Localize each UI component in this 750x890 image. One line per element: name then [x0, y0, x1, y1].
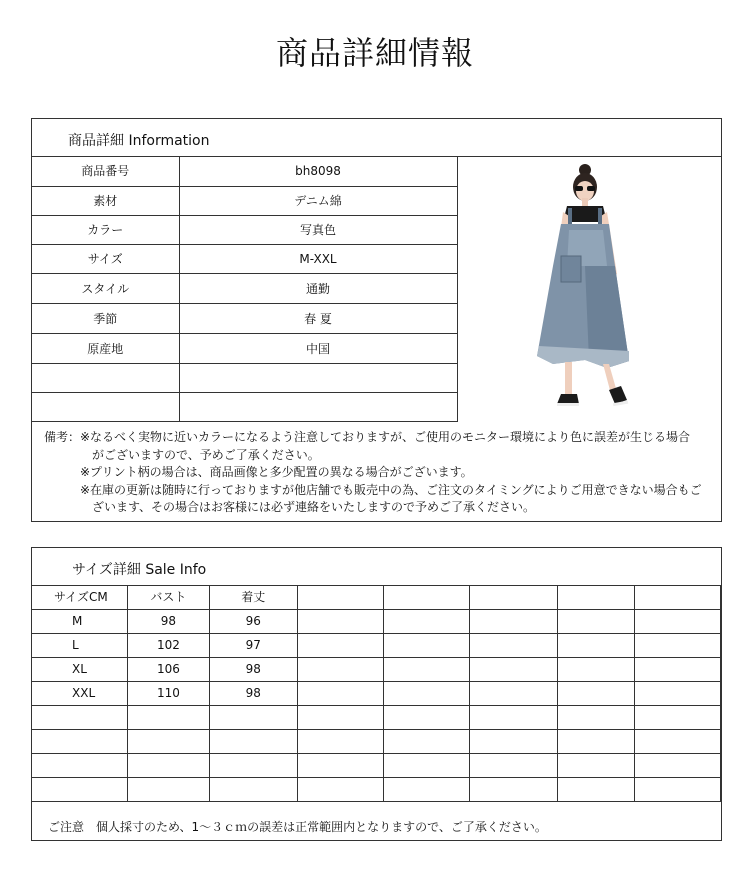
size-detail-header-label: サイズ詳細 Sale Info [72, 562, 207, 578]
spec-value: 写真色 [179, 215, 457, 244]
spec-value: 通勤 [179, 273, 457, 303]
spec-row [32, 273, 457, 303]
size-cell: 98 [209, 681, 297, 705]
size-detail-box [31, 547, 722, 841]
spec-value: 春 夏 [179, 303, 457, 333]
remark-line: 備考：※なるべく実物に近いカラーになるよう注意しておりますが、ご使用のモニター環境により色に誤差が生じる場合 [44, 430, 691, 444]
product-spec-table [32, 156, 458, 422]
product-detail-header-label: 商品詳細 Information [68, 133, 210, 149]
size-row [32, 633, 721, 657]
remark-line: ざいます、その場合はお客様には必ず連絡をいたしますので予めご了承ください。 [92, 500, 536, 514]
column-header: 着丈 [209, 585, 297, 609]
column-header: バスト [127, 585, 209, 609]
spec-label [32, 363, 179, 392]
size-row [32, 657, 721, 681]
size-cell: M [32, 609, 127, 633]
spec-value [179, 363, 457, 392]
model-in-denim-dress-illustration [457, 156, 722, 422]
product-photo [457, 156, 722, 422]
column-header: サイズCM [32, 585, 127, 609]
size-row-empty [32, 705, 721, 729]
page-title: 商品詳細情報 [275, 34, 474, 72]
size-cell: 98 [127, 609, 209, 633]
product-detail-header [32, 119, 721, 157]
spec-value: デニム綿 [179, 186, 457, 215]
spec-value: bh8098 [179, 156, 457, 186]
size-cell: 97 [209, 633, 297, 657]
spec-label: スタイル [32, 273, 179, 303]
size-cell: 102 [127, 633, 209, 657]
spec-label: 原産地 [32, 333, 179, 363]
spec-row [32, 333, 457, 363]
spec-label: カラー [32, 215, 179, 244]
size-cell: XXL [32, 681, 127, 705]
size-row-empty [32, 753, 721, 777]
spec-label: 商品番号 [32, 156, 179, 186]
spec-row [32, 303, 457, 333]
size-cell: 98 [209, 657, 297, 681]
spec-row [32, 215, 457, 244]
size-table [32, 585, 721, 802]
spec-label: サイズ [32, 244, 179, 273]
spec-value: M-XXL [179, 244, 457, 273]
spec-label [32, 392, 179, 421]
spec-label: 素材 [32, 186, 179, 215]
size-detail-header [32, 548, 721, 586]
size-footnote: ご注意 個人採寸のため、1～３ｃｍの誤差は正常範囲内となりますので、ご了承ください。 [48, 820, 547, 834]
remark-line: がございますので、予めご了承ください。 [92, 447, 320, 462]
spec-row [32, 156, 457, 186]
remark-line: ※プリント柄の場合は、商品画像と多少配置の異なる場合がございます。 [80, 465, 473, 479]
size-cell: 106 [127, 657, 209, 681]
remark-line: ※在庫の更新は随時に行っておりますが他店舗でも販売中の為、ご注文のタイミングによりご用意できない場合もご [80, 482, 702, 497]
spec-row [32, 186, 457, 215]
spec-label: 季節 [32, 303, 179, 333]
size-cell: 96 [209, 609, 297, 633]
spec-row [32, 244, 457, 273]
size-cell: 110 [127, 681, 209, 705]
spec-row-empty [32, 392, 457, 421]
spec-value [179, 392, 457, 421]
spec-value: 中国 [179, 333, 457, 363]
spec-row-empty [32, 363, 457, 392]
size-row-empty [32, 777, 721, 801]
size-cell: L [32, 633, 127, 657]
size-table-header-row [32, 585, 721, 609]
size-cell: XL [32, 657, 127, 681]
size-row [32, 609, 721, 633]
product-detail-box [31, 118, 722, 522]
size-row-empty [32, 729, 721, 753]
remarks [44, 429, 702, 517]
size-row [32, 681, 721, 705]
